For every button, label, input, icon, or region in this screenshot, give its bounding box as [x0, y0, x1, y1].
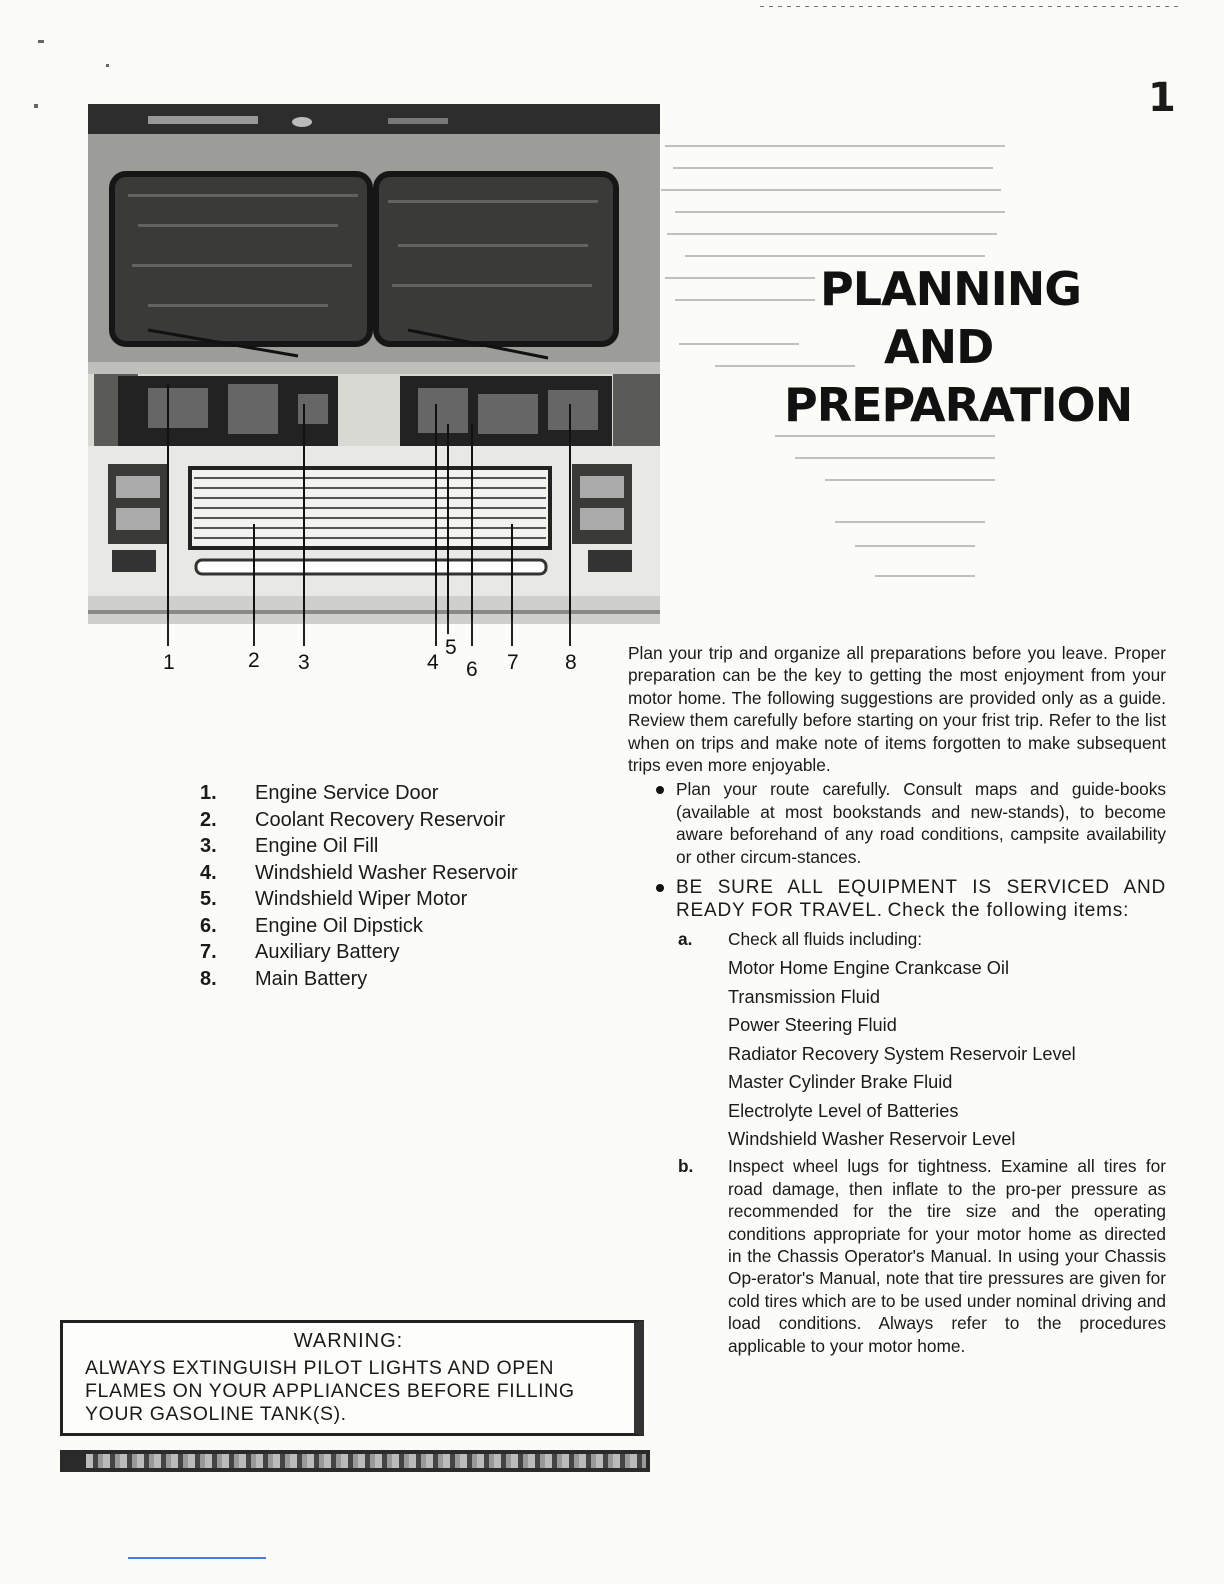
item-b-text: Inspect wheel lugs for tightness. Examine all tires for road damage, then inflate to the pro-per pressure as recommended for the tire size and the operating conditions appropriate for your motor home as directed in the Chassis Operator's Manual. In using your Chassis Op-erator's Manual, note that tire pressures are given for cold tires which are to be used under nominal driving and load conditions. Always refer to the procedures applicable to your motor home. — [728, 1156, 1166, 1356]
item-a-label: a. — [678, 929, 693, 950]
scan-mark — [106, 64, 109, 67]
fluid-item: Power Steering Fluid — [728, 1015, 897, 1036]
fluid-item: Windshield Washer Reservoir Level — [728, 1128, 1016, 1149]
legend-item: 3. Engine Oil Fill — [200, 835, 379, 857]
fluid-item: Electrolyte Level of Batteries — [728, 1100, 959, 1121]
callout-1: 1 — [163, 651, 175, 674]
legend-item: 6. Engine Oil Dipstick — [200, 914, 423, 937]
callout-8: 8 — [565, 651, 577, 674]
legend-item: 4. Windshield Washer Reservoir — [200, 861, 518, 884]
bullet-equipment: BE SURE ALL EQUIPMENT IS SERVICED AND READY FOR TRAVEL. Check the following items: — [652, 876, 1166, 922]
body-text — [628, 642, 1166, 1357]
bullet-route: Plan your route carefully. Consult maps and guide-books (available at most bookstands and new-stands), to become aware beforehand of any road conditions, campsite availability or other circum-stances. — [652, 778, 1166, 868]
callout-5: 5 — [445, 636, 457, 659]
callout-2: 2 — [248, 649, 260, 672]
title-line-and: AND — [884, 320, 994, 374]
fluid-item: Motor Home Engine Crankcase Oil — [728, 958, 1010, 979]
callout-4: 4 — [427, 651, 439, 674]
legend-item: 2. Coolant Recovery Reservoir — [200, 808, 506, 831]
callout-7: 7 — [507, 651, 519, 674]
title-line-planning: PLANNING — [820, 262, 1081, 316]
callout-3: 3 — [298, 651, 310, 674]
intro-paragraph: Plan your trip and organize all preparations before you leave. Proper preparation can be the key to getting the most enjoyment from your motor home. The following suggestions are provided only as a guide. Review them carefully before starting on your frist trip. Refer to the list when on trips and make note of items forgotten to make subsequent trips even more enjoyable. — [628, 643, 1166, 776]
scan-top-edge — [760, 6, 1180, 7]
warning-title: WARNING: — [293, 1330, 404, 1352]
item-a — [678, 928, 1166, 1153]
warning-text: ALWAYS EXTINGUISH PILOT LIGHTS AND OPEN FLAMES ON YOUR APPLIANCES BEFORE FILLING YOUR GASOLINE TANK(S). — [85, 1357, 575, 1425]
legend-item: 1. Engine Service Door — [200, 782, 439, 804]
fluid-item: Transmission Fluid — [728, 986, 880, 1007]
warning-bar-pattern — [86, 1454, 646, 1468]
chapter-number: 1 — [1148, 75, 1176, 121]
title-line-preparation: PREPARATION — [784, 378, 1133, 432]
item-a-heading: Check all fluids including: — [728, 929, 923, 950]
callout-6: 6 — [466, 658, 478, 681]
component-legend — [200, 780, 540, 992]
motor-home-front-photo — [88, 104, 660, 624]
legend-item: 5. Windshield Wiper Motor — [200, 888, 468, 910]
scan-mark — [34, 104, 38, 108]
scan-mark — [38, 40, 44, 43]
fluid-item: Master Cylinder Brake Fluid — [728, 1072, 953, 1093]
warning-box — [60, 1320, 644, 1436]
item-b-label: b. — [678, 1156, 694, 1177]
bullet-dot-icon — [656, 786, 664, 794]
fluid-item: Radiator Recovery System Reservoir Level — [728, 1043, 1076, 1064]
bullet-dot-icon — [656, 884, 664, 892]
item-b — [678, 1155, 1166, 1357]
legend-item: 7. Auxiliary Battery — [200, 941, 400, 963]
footer-link-line — [128, 1557, 266, 1559]
legend-item: 8. Main Battery — [200, 967, 368, 990]
